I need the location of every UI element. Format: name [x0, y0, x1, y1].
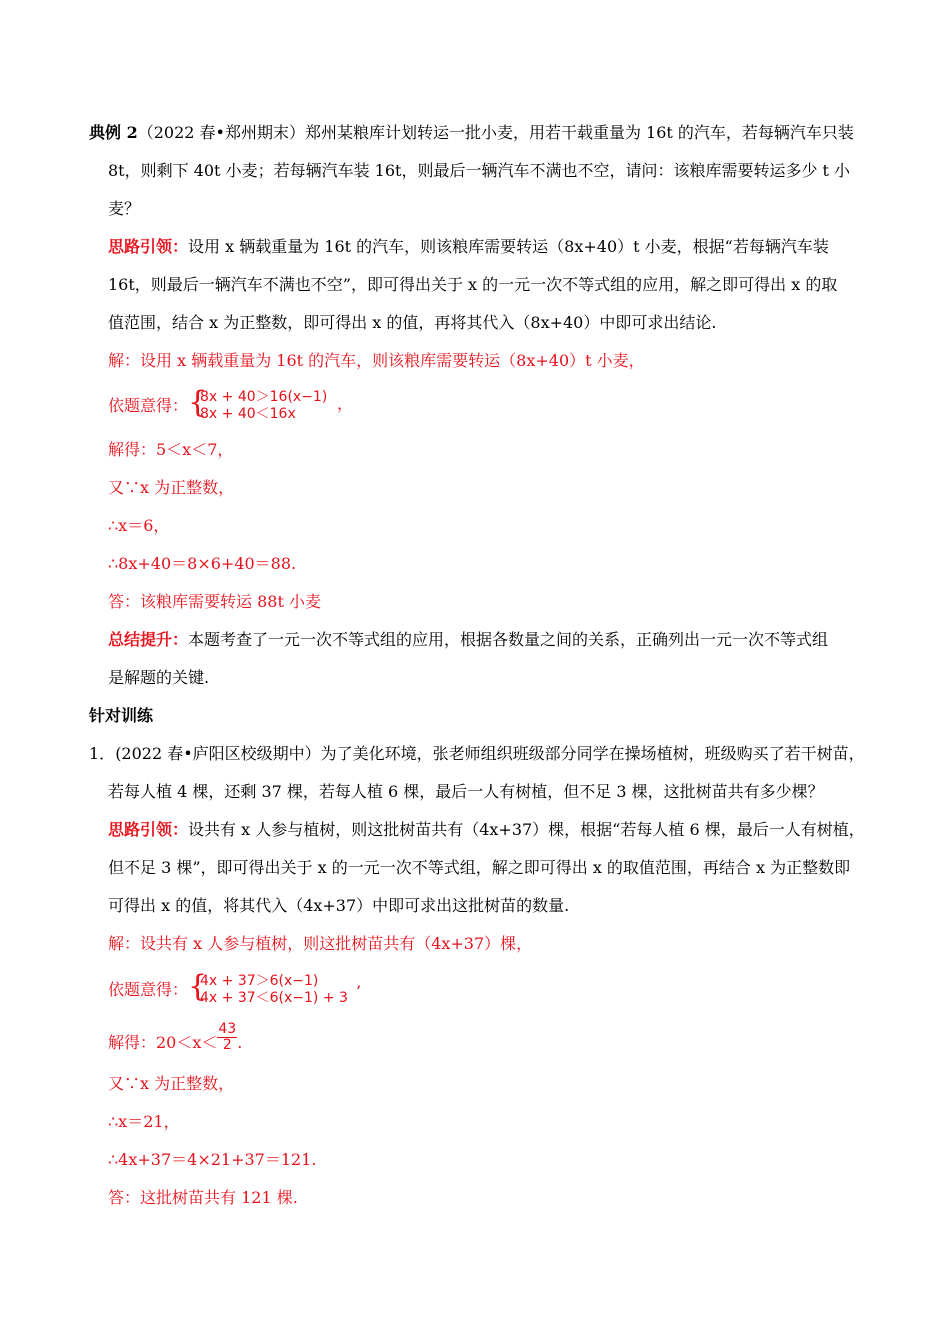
practice-hint-line-3: 可得出 x 的值，将其代入（4x+37）中即可求出这批树苗的数量.: [108, 896, 570, 915]
example-question-line-2: 8t，则剩下 40t 小麦；若每辆汽车装 16t，则最后一辆汽车不满也不空，请问：该粮库需要转运多少 t 小: [108, 161, 851, 180]
practice-hint-line-1: [108, 820, 865, 840]
system-label: 依题意得：: [108, 980, 189, 999]
example-question-line-1: [89, 123, 854, 143]
fraction: [217, 1022, 237, 1053]
example-solution-line-3: 解得：5＜x＜7，: [108, 440, 234, 459]
practice-answer: 答：这批树苗共有 121 棵.: [108, 1188, 298, 1207]
example-solution-line-5: ∴x＝6，: [108, 516, 170, 535]
example-hint-line-3: 值范围，结合 x 为正整数，即可得出 x 的值，再将其代入（8x+40）中即可求出结论.: [108, 313, 717, 332]
system-tail: ，: [337, 394, 354, 413]
example-system: [108, 396, 188, 416]
practice-solution-line-4: 又∵x 为正整数，: [108, 1074, 235, 1093]
system-label: 依题意得：: [108, 396, 189, 415]
practice-solution-line-3: [108, 1021, 243, 1053]
example-label: 典例 2: [89, 123, 138, 142]
system-equation-2: 8x + 40＜16x: [200, 406, 296, 422]
example-hint-line-2: 16t，则最后一辆汽车不满也不空”，即可得出关于 x 的一元一次不等式组的应用，解之即可得出 x 的取: [108, 275, 838, 294]
hint-text: 设共有 x 人参与植树，则这批树苗共有（4x+37）棵，根据“若每人植 6 棵，最后一人有树植，: [188, 820, 865, 839]
practice-question-line-1: [89, 744, 865, 764]
practice-question-line-2: 若每人植 4 棵，还剩 37 棵，若每人植 6 棵，最后一人有树植，但不足 3 棵，这批树苗共有多少棵？: [108, 782, 824, 801]
practice-solution-line-1: 解：设共有 x 人参与植树，则这批树苗共有（4x+37）棵，: [108, 934, 533, 953]
practice-hint-line-2: 但不足 3 棵”，即可得出关于 x 的一元一次不等式组，解之即可得出 x 的取值范围，再结合 x 为正整数即: [108, 858, 851, 877]
example-answer: 答：该粮库需要转运 88t 小麦: [108, 592, 321, 611]
practice-system: [108, 980, 188, 1000]
example-solution-line-4: 又∵x 为正整数，: [108, 478, 235, 497]
example-solution-line-1: 解：设用 x 辆载重量为 16t 的汽车，则该粮库需要转运（8x+40）t 小麦，: [108, 351, 645, 370]
practice-solution-line-5: ∴x＝21，: [108, 1112, 180, 1131]
example-summary-line-1: [108, 630, 828, 650]
hint-label: 思路引领：: [108, 820, 189, 839]
left-brace-icon: {: [188, 969, 208, 1004]
example-hint-line-1: [108, 237, 829, 257]
question-text: (2022 春•庐阳区校级期中）为了美化环境，张老师组织班级部分同学在操场植树，班级购买了若干树苗，: [115, 744, 865, 763]
fraction-numerator: 43: [218, 1021, 237, 1037]
left-brace-icon: {: [188, 385, 208, 420]
summary-text: 本题考查了一元一次不等式组的应用，根据各数量之间的关系，正确列出一元一次不等式组: [188, 630, 829, 649]
example-question-line-3: 麦？: [108, 199, 141, 218]
system-equation-1: 8x + 40＞16(x−1): [200, 389, 328, 405]
example-solution-line-6: ∴8x+40＝8×6+40＝88.: [108, 554, 297, 573]
hint-text: 设用 x 辆载重量为 16t 的汽车，则该粮库需要转运（8x+40）t 小麦，根据“若每辆汽车装: [188, 237, 829, 256]
system-equation-1: 4x + 37＞6(x−1): [200, 973, 319, 989]
practice-heading: 针对训练: [89, 706, 154, 725]
system-tail: ’: [356, 982, 362, 1001]
practice-solution-line-6: ∴4x+37＝4×21+37＝121.: [108, 1150, 317, 1169]
system-equation-2: 4x + 37＜6(x−1) + 3: [200, 990, 348, 1006]
example-text: （2022 春•郑州期末）郑州某粮库计划转运一批小麦，用若干载重量为 16t 的汽车，若每辆汽车只装: [137, 123, 854, 142]
question-number: 1．: [89, 744, 116, 763]
summary-label: 总结提升：: [108, 630, 189, 649]
fraction-denominator: 2: [222, 1037, 232, 1053]
solution-period: .: [237, 1033, 243, 1052]
solution-range-text: 解得：20＜x＜: [108, 1033, 218, 1052]
hint-label: 思路引领：: [108, 237, 189, 256]
example-summary-line-2: 是解题的关键.: [108, 668, 210, 687]
